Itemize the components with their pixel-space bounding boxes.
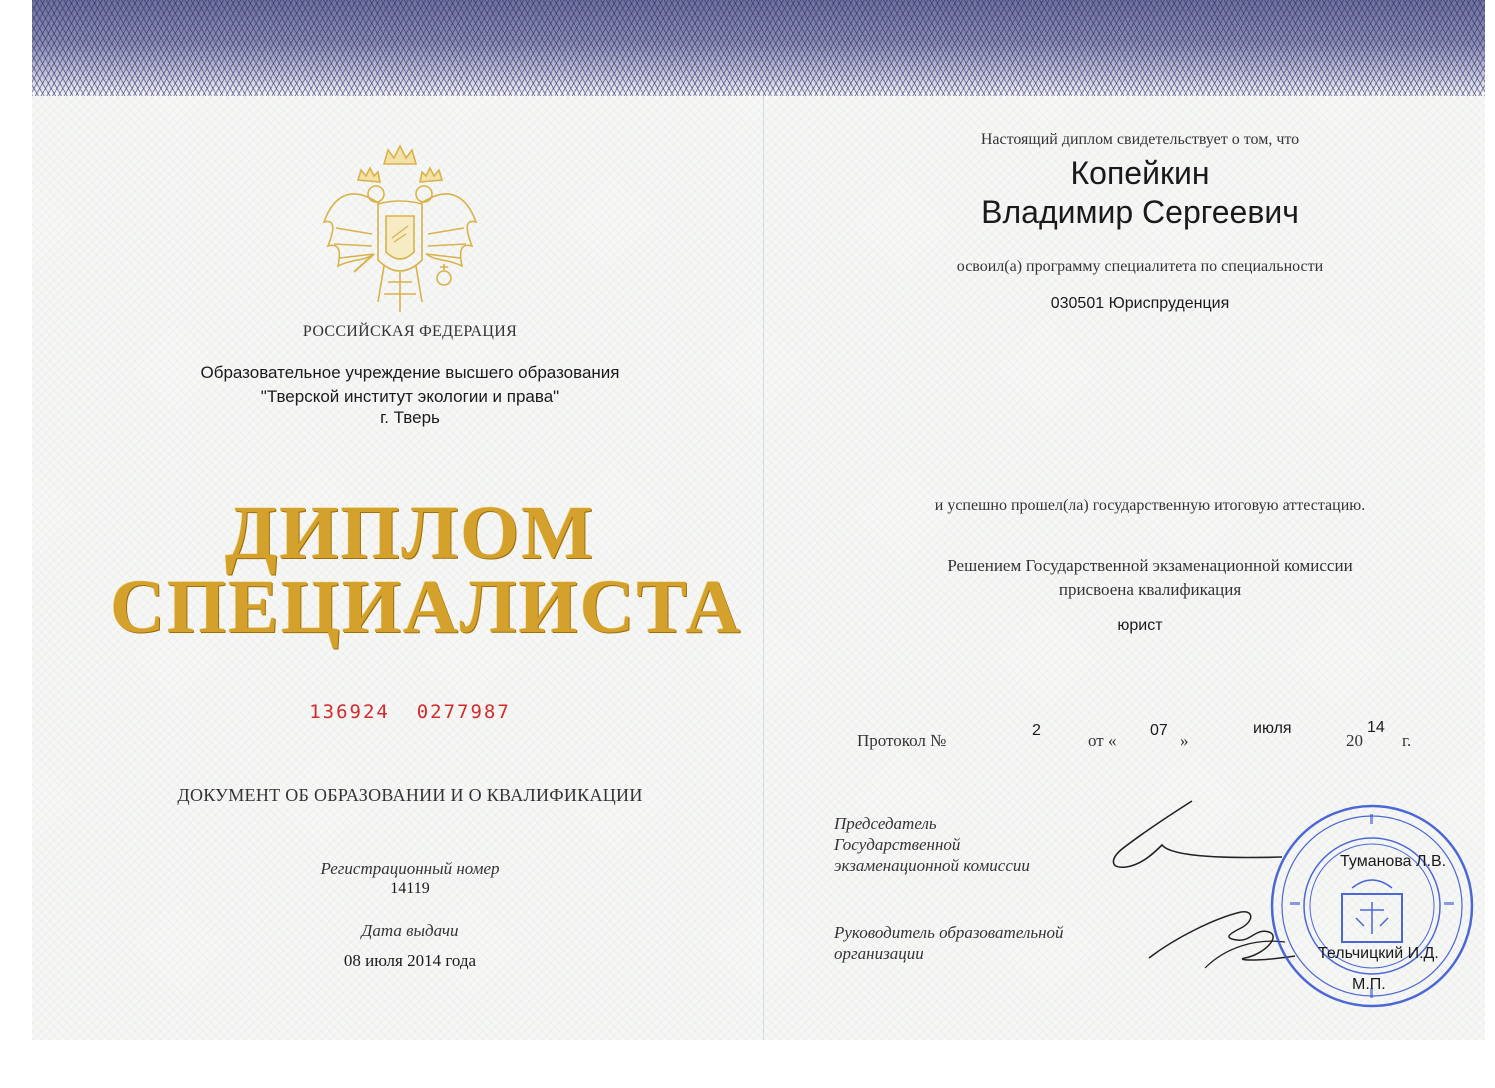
chair-title-line: экзаменационной комиссии	[834, 856, 1030, 875]
institution-city: г. Тверь	[380, 408, 440, 427]
head-title-line: организации	[834, 944, 924, 963]
protocol-from-label: от «	[1088, 731, 1117, 750]
head-name: Тельчицкий И.Д.	[1318, 945, 1439, 962]
diploma-title-line1: ДИПЛОМ	[225, 491, 595, 575]
protocol-year-prefix: 20	[1346, 731, 1363, 750]
specialty: 030501 Юриспруденция	[1050, 295, 1230, 312]
decision-text-line1: Решением Государственной экзаменационной комиссии	[947, 556, 1353, 575]
issue-date: 08 июля 2014 года	[343, 951, 477, 970]
page-fold	[763, 96, 764, 1040]
protocol-close-quote: »	[1180, 731, 1189, 750]
graduate-given-names: Владимир Сергеевич	[981, 194, 1299, 230]
serial-number: 136924 0277987	[309, 701, 511, 723]
protocol-number: 2	[1032, 722, 1041, 739]
protocol-day: 07	[1150, 722, 1168, 739]
program-text: освоил(а) программу специалитета по специальности	[956, 258, 1324, 275]
head-title	[834, 922, 1134, 964]
registration-number: 14119	[390, 880, 430, 897]
seal-place-mark: М.П.	[1352, 976, 1386, 993]
head-title-line: Руководитель образовательной	[834, 923, 1064, 942]
registration-label: Регистрационный номер	[320, 859, 500, 878]
diploma-title-line2: СПЕЦИАЛИСТА	[110, 565, 743, 649]
attestation-text: и успешно прошел(ла) государственную итоговую аттестацию.	[934, 497, 1366, 514]
institution-type: Образовательное учреждение высшего образования	[200, 363, 620, 382]
chair-title-line: Государственной	[834, 835, 961, 854]
chair-title-line: Председатель	[834, 814, 937, 833]
document-kind: ДОКУМЕНТ ОБ ОБРАЗОВАНИИ И О КВАЛИФИКАЦИИ	[177, 785, 643, 805]
issue-date-label: Дата выдачи	[361, 921, 459, 940]
institution-name: "Тверской институт экологии и права"	[260, 387, 560, 406]
certifies-text: Настоящий диплом свидетельствует о том, что	[980, 131, 1300, 148]
guilloche-band	[32, 0, 1485, 96]
protocol-label: Протокол №	[857, 731, 947, 750]
protocol-suffix: г.	[1402, 731, 1412, 750]
coat-of-arms-icon	[318, 142, 482, 318]
decision-text-line2: присвоена квалификация	[1058, 580, 1242, 599]
country-name: РОССИЙСКАЯ ФЕДЕРАЦИЯ	[302, 323, 518, 340]
signature-icon	[1100, 795, 1290, 875]
chair-name: Туманова Л.В.	[1340, 853, 1447, 870]
qualification: юрист	[1117, 617, 1163, 634]
protocol-month: июля	[1253, 720, 1292, 737]
chair-title	[834, 813, 1114, 876]
graduate-surname: Копейкин	[1070, 155, 1210, 191]
protocol-year: 14	[1367, 719, 1385, 736]
